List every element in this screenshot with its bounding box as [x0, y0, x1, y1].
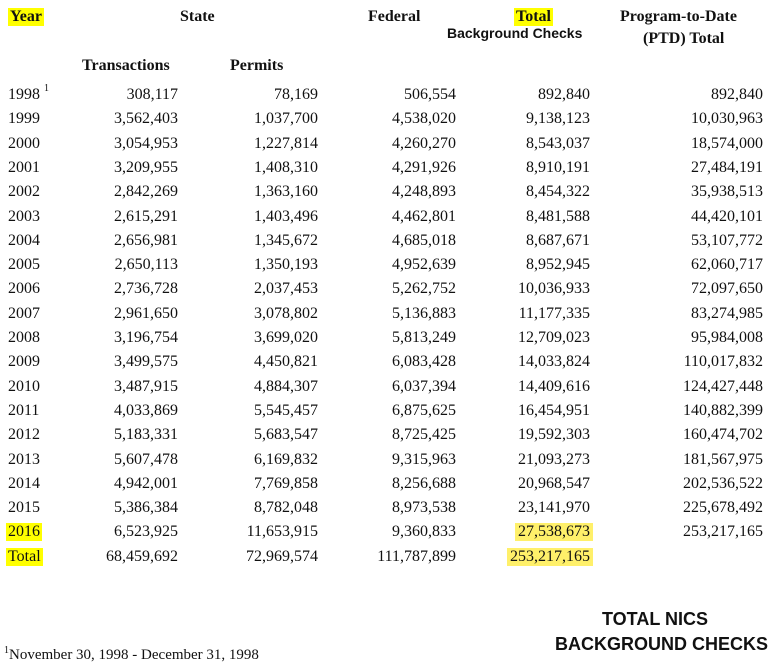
- total-cell: 8,454,322: [526, 183, 590, 201]
- total-cell: 8,952,945: [526, 256, 590, 274]
- year-cell: 2014: [8, 474, 40, 492]
- federal-cell: 8,256,688: [392, 474, 456, 492]
- year-cell: 2016: [8, 523, 40, 541]
- table-row: [0, 523, 768, 547]
- permits-cell: 1,408,310: [254, 158, 318, 176]
- total-cell: 11,177,335: [518, 304, 590, 322]
- total-cell: 9,138,123: [526, 110, 590, 128]
- table-row: [0, 159, 768, 183]
- year-cell: 2012: [8, 426, 40, 444]
- transactions-cell: 3,196,754: [114, 329, 178, 346]
- permits-header: Permits: [230, 57, 284, 74]
- background-checks-header: Background Checks: [447, 25, 583, 41]
- year-cell: 2003: [8, 207, 40, 225]
- permits-cell: 11,653,915: [246, 523, 318, 541]
- year-cell: 2004: [8, 231, 40, 249]
- transactions-cell: 5,607,478: [114, 450, 178, 468]
- year-cell: 2011: [8, 401, 40, 419]
- permits-cell: 6,169,832: [254, 450, 318, 468]
- total-cell: 14,409,616: [518, 377, 590, 395]
- total-cell: 20,968,547: [518, 474, 590, 492]
- background-checks-annotation: BACKGROUND CHECKS: [555, 634, 768, 654]
- total-cell: 8,687,671: [526, 231, 590, 249]
- ptd-cell: 225,678,492: [683, 499, 763, 517]
- table-row: [0, 402, 768, 426]
- table-row: [0, 426, 768, 450]
- ptd-cell: 892,840: [711, 86, 763, 103]
- federal-cell: 5,262,752: [392, 280, 456, 298]
- permits-cell: 7,769,858: [254, 474, 318, 492]
- federal-header: Federal: [368, 8, 421, 25]
- transactions-cell: 3,562,403: [114, 110, 178, 128]
- ptd-cell: 83,274,985: [691, 304, 763, 322]
- ptd-cell: 95,984,008: [691, 329, 763, 346]
- year-cell: 2007: [8, 304, 40, 322]
- table-row: [0, 256, 768, 280]
- federal-cell: 9,360,833: [392, 523, 456, 541]
- year-cell: 2006: [8, 280, 40, 298]
- federal-cell: 4,538,020: [392, 110, 456, 128]
- year-cell: 1998: [8, 86, 40, 103]
- ptd-cell: 53,107,772: [691, 231, 763, 249]
- footnote-marker: 1: [4, 645, 9, 656]
- transactions-cell: 2,961,650: [114, 304, 178, 322]
- federal-cell: 111,787,899: [377, 547, 456, 565]
- federal-cell: 6,037,394: [392, 377, 456, 395]
- table-row: [0, 83, 768, 110]
- table-row: [0, 475, 768, 499]
- permits-cell: 2,037,453: [254, 280, 318, 298]
- footnote-text: November 30, 1998 - December 31, 1998: [9, 647, 259, 663]
- table-row: [0, 378, 768, 402]
- federal-cell: 4,291,926: [392, 158, 456, 176]
- transactions-cell: 3,209,955: [114, 158, 178, 176]
- total-cell: 27,538,673: [515, 523, 593, 541]
- transactions-cell: 6,523,925: [114, 523, 178, 541]
- ptd-cell: 27,484,191: [691, 158, 763, 176]
- table-row: [0, 548, 768, 572]
- permits-cell: 3,078,802: [254, 304, 318, 322]
- permits-cell: 3,699,020: [254, 329, 318, 346]
- transactions-cell: 3,054,953: [114, 134, 178, 152]
- total-cell: 12,709,023: [518, 329, 590, 346]
- total-cell: 8,543,037: [526, 134, 590, 152]
- year-cell: 2000: [8, 134, 40, 152]
- table-row: [0, 353, 768, 377]
- table-row: [0, 499, 768, 523]
- year-cell: 2001: [8, 158, 40, 176]
- table-row: [0, 183, 768, 207]
- table-row: [0, 110, 768, 134]
- transactions-cell: 2,736,728: [114, 280, 178, 298]
- federal-cell: 4,260,270: [392, 134, 456, 152]
- ptd-cell: 110,017,832: [683, 353, 763, 371]
- year-cell: 2010: [8, 377, 40, 395]
- ptd-cell: 181,567,975: [683, 450, 763, 468]
- permits-cell: 72,969,574: [246, 547, 318, 565]
- year-cell: 2015: [8, 499, 40, 517]
- federal-cell: 8,725,425: [392, 426, 456, 444]
- federal-cell: 506,554: [404, 86, 456, 103]
- federal-cell: 6,083,428: [392, 353, 456, 371]
- permits-cell: 78,169: [274, 86, 318, 103]
- year-cell: 2008: [8, 329, 40, 346]
- ptd-cell: 253,217,165: [683, 523, 763, 541]
- total-cell: 8,910,191: [526, 158, 590, 176]
- year-cell: 2009: [8, 353, 40, 371]
- total-cell: 10,036,933: [518, 280, 590, 298]
- transactions-cell: 68,459,692: [106, 547, 178, 565]
- year-cell: 1999: [8, 110, 40, 128]
- total-cell: 23,141,970: [518, 499, 590, 517]
- permits-cell: 8,782,048: [254, 499, 318, 517]
- permits-cell: 1,227,814: [254, 134, 318, 152]
- total-cell: 19,592,303: [518, 426, 590, 444]
- table-row: [0, 135, 768, 159]
- transactions-cell: 4,033,869: [114, 401, 178, 419]
- federal-cell: 4,248,893: [392, 183, 456, 201]
- permits-cell: 1,345,672: [254, 231, 318, 249]
- ptd-cell: 124,427,448: [683, 377, 763, 395]
- total-cell: 892,840: [538, 86, 590, 103]
- transactions-cell: 2,650,113: [114, 256, 178, 274]
- federal-cell: 5,136,883: [392, 304, 456, 322]
- total-nics-annotation: TOTAL NICS: [602, 609, 709, 629]
- ptd-header-line2: (PTD) Total: [643, 30, 725, 47]
- ptd-cell: 160,474,702: [683, 426, 763, 444]
- transactions-cell: 4,942,001: [114, 474, 178, 492]
- permits-cell: 4,884,307: [254, 377, 318, 395]
- federal-cell: 8,973,538: [392, 499, 456, 517]
- transactions-cell: 3,499,575: [114, 353, 178, 371]
- ptd-cell: 35,938,513: [691, 183, 763, 201]
- transactions-cell: 3,487,915: [114, 377, 178, 395]
- ptd-cell: 44,420,101: [691, 207, 763, 225]
- federal-cell: 4,685,018: [392, 231, 456, 249]
- permits-cell: 5,683,547: [254, 426, 318, 444]
- total-cell: 21,093,273: [518, 450, 590, 468]
- table-row: [0, 329, 768, 353]
- year-cell: Total: [8, 547, 41, 565]
- permits-cell: 4,450,821: [254, 353, 318, 371]
- total-header: Total: [516, 8, 551, 25]
- permits-cell: 1,350,193: [254, 256, 318, 274]
- total-cell: 16,454,951: [518, 401, 590, 419]
- federal-cell: 4,952,639: [392, 256, 456, 274]
- federal-cell: 9,315,963: [392, 450, 456, 468]
- footnote: [4, 645, 259, 664]
- transactions-cell: 2,842,269: [114, 183, 178, 201]
- transactions-cell: 308,117: [126, 86, 178, 103]
- total-cell: 8,481,588: [526, 207, 590, 225]
- ptd-cell: 10,030,963: [691, 110, 763, 128]
- permits-cell: 1,403,496: [254, 207, 318, 225]
- federal-cell: 4,462,801: [392, 207, 456, 225]
- footnote-ref: 1: [44, 83, 49, 94]
- transactions-cell: 5,183,331: [114, 426, 178, 444]
- ptd-cell: 140,882,399: [683, 401, 763, 419]
- ptd-header-line1: Program-to-Date: [620, 8, 737, 25]
- transactions-cell: 5,386,384: [114, 499, 178, 517]
- permits-cell: 1,037,700: [254, 110, 318, 128]
- table-row: [0, 280, 768, 304]
- state-header: State: [180, 8, 215, 25]
- total-cell: 253,217,165: [507, 548, 593, 566]
- transactions-cell: 2,656,981: [114, 231, 178, 249]
- table-row: [0, 208, 768, 232]
- transactions-cell: 2,615,291: [114, 207, 178, 225]
- table-row: [0, 232, 768, 256]
- ptd-cell: 72,097,650: [691, 280, 763, 298]
- total-cell: 14,033,824: [518, 353, 590, 371]
- table-row: [0, 305, 768, 329]
- year-header: Year: [10, 8, 42, 25]
- year-cell: 2002: [8, 183, 40, 201]
- permits-cell: 5,545,457: [254, 401, 318, 419]
- permits-cell: 1,363,160: [254, 183, 318, 201]
- federal-cell: 6,875,625: [392, 401, 456, 419]
- transactions-header: Transactions: [82, 57, 170, 74]
- year-cell: 2005: [8, 256, 40, 274]
- ptd-cell: 202,536,522: [683, 474, 763, 492]
- ptd-cell: 62,060,717: [691, 256, 763, 274]
- federal-cell: 5,813,249: [392, 329, 456, 346]
- table-row: [0, 451, 768, 475]
- year-cell: 2013: [8, 450, 40, 468]
- ptd-cell: 18,574,000: [691, 134, 763, 152]
